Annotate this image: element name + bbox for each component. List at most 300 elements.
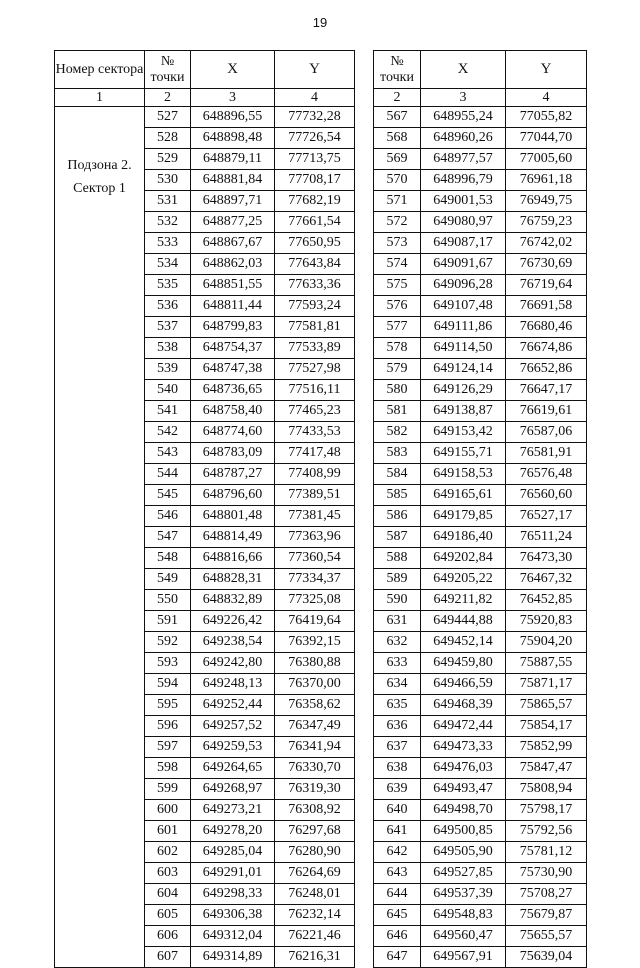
y-coordinate: 76297,68 — [275, 821, 355, 842]
x-coordinate: 648896,55 — [191, 107, 275, 128]
x-coordinate: 649505,90 — [421, 842, 506, 863]
x-coordinate: 649473,33 — [421, 737, 506, 758]
y-coordinate: 75865,57 — [506, 695, 587, 716]
y-coordinate: 76576,48 — [506, 464, 587, 485]
y-coordinate: 76949,75 — [506, 191, 587, 212]
x-coordinate: 649257,52 — [191, 716, 275, 737]
header-x: X — [421, 51, 506, 89]
y-coordinate: 76527,17 — [506, 506, 587, 527]
point-number: 605 — [145, 905, 191, 926]
x-coordinate: 648799,83 — [191, 317, 275, 338]
x-coordinate: 648955,24 — [421, 107, 506, 128]
point-number: 533 — [145, 233, 191, 254]
point-number: 599 — [145, 779, 191, 800]
point-number: 595 — [145, 695, 191, 716]
x-coordinate: 649476,03 — [421, 758, 506, 779]
column-number-4: 4 — [506, 89, 587, 107]
y-coordinate: 77516,11 — [275, 380, 355, 401]
y-coordinate: 77433,53 — [275, 422, 355, 443]
y-coordinate: 75852,99 — [506, 737, 587, 758]
table-row — [374, 506, 587, 527]
x-coordinate: 649548,83 — [421, 905, 506, 926]
point-number: 570 — [374, 170, 421, 191]
x-coordinate: 649493,47 — [421, 779, 506, 800]
x-coordinate: 649567,91 — [421, 947, 506, 968]
point-number: 589 — [374, 569, 421, 590]
x-coordinate: 649107,48 — [421, 296, 506, 317]
x-coordinate: 649285,04 — [191, 842, 275, 863]
y-coordinate: 75730,90 — [506, 863, 587, 884]
y-coordinate: 75808,94 — [506, 779, 587, 800]
y-coordinate: 75871,17 — [506, 674, 587, 695]
y-coordinate: 76680,46 — [506, 317, 587, 338]
table-row — [374, 107, 587, 128]
x-coordinate: 648898,48 — [191, 128, 275, 149]
x-coordinate: 648862,03 — [191, 254, 275, 275]
point-number: 541 — [145, 401, 191, 422]
sector-label: Подзона 2. Сектор 1 — [55, 107, 145, 968]
point-number: 636 — [374, 716, 421, 737]
point-number: 542 — [145, 422, 191, 443]
y-coordinate: 75847,47 — [506, 758, 587, 779]
table-row — [374, 254, 587, 275]
table-row — [374, 695, 587, 716]
x-coordinate: 649466,59 — [421, 674, 506, 695]
point-number: 550 — [145, 590, 191, 611]
table-row — [374, 170, 587, 191]
x-coordinate: 648960,26 — [421, 128, 506, 149]
y-coordinate: 76341,94 — [275, 737, 355, 758]
table-row — [374, 149, 587, 170]
point-number: 643 — [374, 863, 421, 884]
point-number: 592 — [145, 632, 191, 653]
y-coordinate: 77005,60 — [506, 149, 587, 170]
y-coordinate: 77325,08 — [275, 590, 355, 611]
x-coordinate: 648877,25 — [191, 212, 275, 233]
y-coordinate: 76370,00 — [275, 674, 355, 695]
x-coordinate: 648816,66 — [191, 548, 275, 569]
table-row — [374, 905, 587, 926]
point-number: 573 — [374, 233, 421, 254]
point-number: 597 — [145, 737, 191, 758]
point-number: 603 — [145, 863, 191, 884]
point-number: 527 — [145, 107, 191, 128]
point-number: 569 — [374, 149, 421, 170]
table-row — [374, 212, 587, 233]
point-number: 588 — [374, 548, 421, 569]
point-number: 600 — [145, 800, 191, 821]
left-table-body — [55, 107, 355, 968]
x-coordinate: 648787,27 — [191, 464, 275, 485]
point-number: 631 — [374, 611, 421, 632]
x-coordinate: 648977,57 — [421, 149, 506, 170]
point-number: 548 — [145, 548, 191, 569]
y-coordinate: 76347,49 — [275, 716, 355, 737]
x-coordinate: 649138,87 — [421, 401, 506, 422]
y-coordinate: 76264,69 — [275, 863, 355, 884]
x-coordinate: 649001,53 — [421, 191, 506, 212]
y-coordinate: 76216,31 — [275, 947, 355, 968]
point-number: 537 — [145, 317, 191, 338]
table-row — [374, 653, 587, 674]
point-number: 547 — [145, 527, 191, 548]
x-coordinate: 649238,54 — [191, 632, 275, 653]
x-coordinate: 649091,67 — [421, 254, 506, 275]
table-row — [374, 464, 587, 485]
x-coordinate: 648897,71 — [191, 191, 275, 212]
y-coordinate: 76232,14 — [275, 905, 355, 926]
x-coordinate: 648867,67 — [191, 233, 275, 254]
point-number: 539 — [145, 359, 191, 380]
point-number: 593 — [145, 653, 191, 674]
point-number: 596 — [145, 716, 191, 737]
y-coordinate: 77527,98 — [275, 359, 355, 380]
column-number-2: 2 — [145, 89, 191, 107]
point-number: 577 — [374, 317, 421, 338]
y-coordinate: 75781,12 — [506, 842, 587, 863]
y-coordinate: 77334,37 — [275, 569, 355, 590]
table-row — [374, 800, 587, 821]
x-coordinate: 649273,21 — [191, 800, 275, 821]
point-number: 540 — [145, 380, 191, 401]
y-coordinate: 77726,54 — [275, 128, 355, 149]
point-number: 601 — [145, 821, 191, 842]
point-number: 582 — [374, 422, 421, 443]
y-coordinate: 77408,99 — [275, 464, 355, 485]
x-coordinate: 649186,40 — [421, 527, 506, 548]
point-number: 575 — [374, 275, 421, 296]
point-number: 528 — [145, 128, 191, 149]
x-coordinate: 648814,49 — [191, 527, 275, 548]
point-number: 532 — [145, 212, 191, 233]
point-number: 639 — [374, 779, 421, 800]
x-coordinate: 649165,61 — [421, 485, 506, 506]
header-point-number: № точки — [145, 51, 191, 89]
y-coordinate: 77713,75 — [275, 149, 355, 170]
page-number: 19 — [312, 15, 328, 30]
point-number: 584 — [374, 464, 421, 485]
table-row — [374, 317, 587, 338]
y-coordinate: 76961,18 — [506, 170, 587, 191]
y-coordinate: 76248,01 — [275, 884, 355, 905]
table-row — [374, 947, 587, 968]
y-coordinate: 76358,62 — [275, 695, 355, 716]
x-coordinate: 649242,80 — [191, 653, 275, 674]
x-coordinate: 648747,38 — [191, 359, 275, 380]
table-row — [374, 191, 587, 212]
table-row — [374, 611, 587, 632]
point-number: 571 — [374, 191, 421, 212]
y-coordinate: 76380,88 — [275, 653, 355, 674]
table-row — [374, 233, 587, 254]
x-coordinate: 649226,42 — [191, 611, 275, 632]
point-number: 544 — [145, 464, 191, 485]
y-coordinate: 77363,96 — [275, 527, 355, 548]
x-coordinate: 649087,17 — [421, 233, 506, 254]
point-number: 635 — [374, 695, 421, 716]
column-number-1: 1 — [55, 89, 145, 107]
point-number: 634 — [374, 674, 421, 695]
table-row — [374, 779, 587, 800]
right-table-body — [374, 107, 587, 968]
point-number: 576 — [374, 296, 421, 317]
y-coordinate: 76719,64 — [506, 275, 587, 296]
x-coordinate: 649179,85 — [421, 506, 506, 527]
x-coordinate: 648758,40 — [191, 401, 275, 422]
y-coordinate: 76652,86 — [506, 359, 587, 380]
table-row — [374, 443, 587, 464]
y-coordinate: 77643,84 — [275, 254, 355, 275]
x-coordinate: 649158,53 — [421, 464, 506, 485]
x-coordinate: 648996,79 — [421, 170, 506, 191]
table-row — [374, 821, 587, 842]
x-coordinate: 648881,84 — [191, 170, 275, 191]
table-row — [374, 338, 587, 359]
table-row — [374, 380, 587, 401]
point-number: 568 — [374, 128, 421, 149]
column-number-3: 3 — [191, 89, 275, 107]
x-coordinate: 648811,44 — [191, 296, 275, 317]
point-number: 549 — [145, 569, 191, 590]
y-coordinate: 76452,85 — [506, 590, 587, 611]
x-coordinate: 649114,50 — [421, 338, 506, 359]
point-number: 604 — [145, 884, 191, 905]
table-row — [55, 107, 355, 128]
table-row — [374, 401, 587, 422]
point-number: 579 — [374, 359, 421, 380]
y-coordinate: 75920,83 — [506, 611, 587, 632]
point-number: 538 — [145, 338, 191, 359]
table-row — [374, 485, 587, 506]
x-coordinate: 649459,80 — [421, 653, 506, 674]
table-row — [374, 863, 587, 884]
point-number: 535 — [145, 275, 191, 296]
x-coordinate: 649259,53 — [191, 737, 275, 758]
y-coordinate: 77682,19 — [275, 191, 355, 212]
table-row — [374, 632, 587, 653]
x-coordinate: 649444,88 — [421, 611, 506, 632]
point-number: 583 — [374, 443, 421, 464]
y-coordinate: 77417,48 — [275, 443, 355, 464]
point-number: 637 — [374, 737, 421, 758]
header-y: Y — [275, 51, 355, 89]
x-coordinate: 649527,85 — [421, 863, 506, 884]
table-row — [374, 884, 587, 905]
x-coordinate: 649202,84 — [421, 548, 506, 569]
y-coordinate: 76319,30 — [275, 779, 355, 800]
y-coordinate: 77581,81 — [275, 317, 355, 338]
point-number: 606 — [145, 926, 191, 947]
point-number: 645 — [374, 905, 421, 926]
x-coordinate: 649468,39 — [421, 695, 506, 716]
x-coordinate: 648879,11 — [191, 149, 275, 170]
x-coordinate: 648754,37 — [191, 338, 275, 359]
coordinates-table-right — [373, 50, 587, 968]
table-row — [374, 758, 587, 779]
y-coordinate: 76467,32 — [506, 569, 587, 590]
x-coordinate: 649298,33 — [191, 884, 275, 905]
x-coordinate: 649314,89 — [191, 947, 275, 968]
x-coordinate: 649312,04 — [191, 926, 275, 947]
y-coordinate: 77533,89 — [275, 338, 355, 359]
y-coordinate: 76280,90 — [275, 842, 355, 863]
point-number: 581 — [374, 401, 421, 422]
y-coordinate: 76581,91 — [506, 443, 587, 464]
header-point-number: № точки — [374, 51, 421, 89]
point-number: 602 — [145, 842, 191, 863]
table-row — [374, 842, 587, 863]
x-coordinate: 648828,31 — [191, 569, 275, 590]
x-coordinate: 649155,71 — [421, 443, 506, 464]
point-number: 580 — [374, 380, 421, 401]
table-row — [374, 527, 587, 548]
point-number: 633 — [374, 653, 421, 674]
point-number: 590 — [374, 590, 421, 611]
y-coordinate: 75854,17 — [506, 716, 587, 737]
point-number: 640 — [374, 800, 421, 821]
x-coordinate: 648851,55 — [191, 275, 275, 296]
point-number: 591 — [145, 611, 191, 632]
point-number: 638 — [374, 758, 421, 779]
table-row — [374, 359, 587, 380]
y-coordinate: 76308,92 — [275, 800, 355, 821]
point-number: 594 — [145, 674, 191, 695]
coordinates-table-left — [54, 50, 355, 968]
y-coordinate: 76674,86 — [506, 338, 587, 359]
x-coordinate: 649205,22 — [421, 569, 506, 590]
table-row — [374, 590, 587, 611]
x-coordinate: 649111,86 — [421, 317, 506, 338]
point-number: 642 — [374, 842, 421, 863]
y-coordinate: 75887,55 — [506, 653, 587, 674]
column-number-2: 2 — [374, 89, 421, 107]
table-row — [374, 128, 587, 149]
point-number: 578 — [374, 338, 421, 359]
point-number: 572 — [374, 212, 421, 233]
point-number: 641 — [374, 821, 421, 842]
point-number: 607 — [145, 947, 191, 968]
x-coordinate: 649560,47 — [421, 926, 506, 947]
x-coordinate: 649248,13 — [191, 674, 275, 695]
y-coordinate: 76647,17 — [506, 380, 587, 401]
y-coordinate: 77732,28 — [275, 107, 355, 128]
y-coordinate: 76221,46 — [275, 926, 355, 947]
x-coordinate: 648783,09 — [191, 443, 275, 464]
point-number: 574 — [374, 254, 421, 275]
header-y: Y — [506, 51, 587, 89]
x-coordinate: 649126,29 — [421, 380, 506, 401]
table-row — [374, 296, 587, 317]
table-row — [374, 737, 587, 758]
x-coordinate: 649096,28 — [421, 275, 506, 296]
table-row — [374, 422, 587, 443]
x-coordinate: 649252,44 — [191, 695, 275, 716]
x-coordinate: 649306,38 — [191, 905, 275, 926]
x-coordinate: 649537,39 — [421, 884, 506, 905]
point-number: 646 — [374, 926, 421, 947]
x-coordinate: 649124,14 — [421, 359, 506, 380]
y-coordinate: 76691,58 — [506, 296, 587, 317]
x-coordinate: 649080,97 — [421, 212, 506, 233]
x-coordinate: 649498,70 — [421, 800, 506, 821]
point-number: 567 — [374, 107, 421, 128]
point-number: 644 — [374, 884, 421, 905]
y-coordinate: 76730,69 — [506, 254, 587, 275]
point-number: 586 — [374, 506, 421, 527]
x-coordinate: 648801,48 — [191, 506, 275, 527]
table-row — [374, 548, 587, 569]
y-coordinate: 76473,30 — [506, 548, 587, 569]
y-coordinate: 77389,51 — [275, 485, 355, 506]
y-coordinate: 77650,95 — [275, 233, 355, 254]
point-number: 598 — [145, 758, 191, 779]
y-coordinate: 75639,04 — [506, 947, 587, 968]
y-coordinate: 77593,24 — [275, 296, 355, 317]
y-coordinate: 77044,70 — [506, 128, 587, 149]
table-row — [374, 926, 587, 947]
x-coordinate: 649452,14 — [421, 632, 506, 653]
y-coordinate: 76742,02 — [506, 233, 587, 254]
point-number: 545 — [145, 485, 191, 506]
x-coordinate: 648796,60 — [191, 485, 275, 506]
header-sector-number: Номер сектора — [55, 51, 145, 89]
y-coordinate: 75708,27 — [506, 884, 587, 905]
point-number: 632 — [374, 632, 421, 653]
x-coordinate: 648832,89 — [191, 590, 275, 611]
y-coordinate: 76392,15 — [275, 632, 355, 653]
point-number: 585 — [374, 485, 421, 506]
point-number: 529 — [145, 149, 191, 170]
point-number: 647 — [374, 947, 421, 968]
y-coordinate: 77708,17 — [275, 170, 355, 191]
y-coordinate: 77055,82 — [506, 107, 587, 128]
y-coordinate: 75798,17 — [506, 800, 587, 821]
y-coordinate: 75792,56 — [506, 821, 587, 842]
y-coordinate: 76587,06 — [506, 422, 587, 443]
column-number-4: 4 — [275, 89, 355, 107]
y-coordinate: 76759,23 — [506, 212, 587, 233]
table-row — [374, 674, 587, 695]
point-number: 530 — [145, 170, 191, 191]
y-coordinate: 77360,54 — [275, 548, 355, 569]
point-number: 536 — [145, 296, 191, 317]
y-coordinate: 76330,70 — [275, 758, 355, 779]
column-number-3: 3 — [421, 89, 506, 107]
y-coordinate: 76619,61 — [506, 401, 587, 422]
y-coordinate: 76419,64 — [275, 611, 355, 632]
point-number: 534 — [145, 254, 191, 275]
x-coordinate: 649500,85 — [421, 821, 506, 842]
y-coordinate: 75655,57 — [506, 926, 587, 947]
point-number: 531 — [145, 191, 191, 212]
y-coordinate: 77633,36 — [275, 275, 355, 296]
point-number: 543 — [145, 443, 191, 464]
point-number: 546 — [145, 506, 191, 527]
y-coordinate: 77661,54 — [275, 212, 355, 233]
x-coordinate: 648774,60 — [191, 422, 275, 443]
x-coordinate: 649264,65 — [191, 758, 275, 779]
y-coordinate: 75679,87 — [506, 905, 587, 926]
x-coordinate: 649211,82 — [421, 590, 506, 611]
y-coordinate: 77381,45 — [275, 506, 355, 527]
y-coordinate: 75904,20 — [506, 632, 587, 653]
y-coordinate: 77465,23 — [275, 401, 355, 422]
x-coordinate: 649291,01 — [191, 863, 275, 884]
table-row — [374, 569, 587, 590]
point-number: 587 — [374, 527, 421, 548]
x-coordinate: 648736,65 — [191, 380, 275, 401]
x-coordinate: 649268,97 — [191, 779, 275, 800]
